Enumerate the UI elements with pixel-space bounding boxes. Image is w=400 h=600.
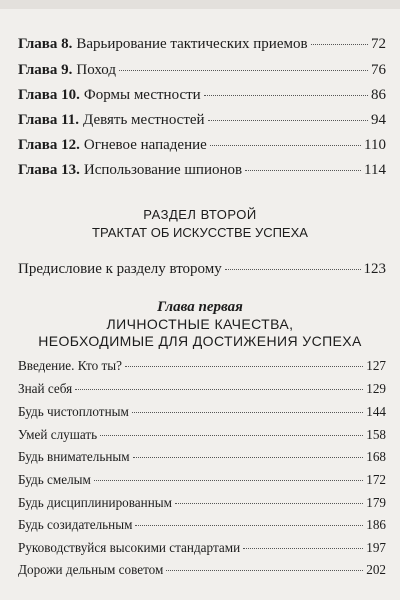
toc-entry-title: Будь чистоплотным [18,404,129,419]
toc-entry-label: Глава 11. [18,112,80,128]
toc-entry[interactable] [18,562,386,578]
dot-leader [125,366,363,367]
previous-page-edge [0,0,400,9]
toc-entry[interactable] [18,358,386,374]
toc-entry-title: Будь созидательным [18,517,133,532]
toc-entry-page: 202 [366,562,386,577]
toc-entry-title: Девять местностей [83,112,205,128]
toc-entry-label: Глава 10. [18,87,80,103]
dot-leader [245,170,361,171]
toc-entry-page: 158 [366,427,386,442]
toc-entry-page: 94 [371,112,386,128]
toc-entry-title: Введение. Кто ты? [18,358,122,373]
toc-entry[interactable] [18,495,386,511]
toc-entry[interactable] [18,404,386,420]
toc-entry-label: Глава 13. [18,162,80,178]
preface-entry[interactable] [18,261,386,278]
dot-leader [133,457,364,458]
section-heading: РАЗДЕЛ ВТОРОЙ [143,207,257,222]
toc-entry-title: Знай себя [18,381,73,396]
toc-entry-page: 127 [366,358,386,373]
dot-leader [119,70,368,71]
toc-entry[interactable] [18,36,386,53]
toc-entry-page: 110 [364,137,386,153]
toc-entry-title: Варьирование тактических приемов [76,36,308,52]
toc-entry-page: 172 [366,472,386,487]
toc-entry-label: Глава 9. [18,62,73,78]
toc-entry-page: 168 [366,449,386,464]
toc-entry-label: Глава 12. [18,137,80,153]
toc-entry-page: 186 [366,517,386,532]
toc-entry-title: Будь дисциплинированным [18,495,172,510]
chapter-label: Глава первая [157,299,243,315]
treatise-title: ТРАКТАТ ОБ ИСКУССТВЕ УСПЕХА [92,225,308,240]
toc-entry-label: Глава 8. [18,36,73,52]
toc-entry-title: Умей слушать [18,427,98,442]
toc-entry[interactable] [18,62,386,79]
dot-leader [135,525,363,526]
toc-entry-page: 114 [364,162,386,178]
toc-entry-title: Руководствуйся высокими стандартами [18,540,241,555]
toc-entry[interactable] [18,137,386,154]
dot-leader [243,548,363,549]
toc-entry-page: 144 [366,404,386,419]
dot-leader [75,389,363,390]
toc-entry-title: Формы местности [83,87,201,103]
dot-leader [94,480,363,481]
toc-entry[interactable] [18,381,386,397]
toc-entry-page: 72 [371,36,386,52]
toc-entry[interactable] [18,427,386,443]
dot-leader [210,145,361,146]
toc-entry-page: 123 [363,261,386,277]
toc-entry-title: Огневое нападение [83,137,207,153]
toc-entry[interactable] [18,472,386,488]
toc-entry[interactable] [18,112,386,129]
dot-leader [175,503,363,504]
toc-entry[interactable] [18,449,386,465]
toc-entry-title: Будь смелым [18,472,91,487]
toc-entry[interactable] [18,162,386,179]
toc-entry-page: 129 [366,381,386,396]
dot-leader [166,570,363,571]
toc-entry-title: Предисловие к разделу второму [18,261,222,277]
toc-entry-title: Будь внимательным [18,449,130,464]
dot-leader [204,95,368,96]
dot-leader [225,269,361,270]
toc-entry-title: Использование шпионов [83,162,243,178]
toc-entry-title: Дорожи дельным советом [18,562,164,577]
dot-leader [311,44,368,45]
toc-entry-page: 179 [366,495,386,510]
dot-leader [208,120,368,121]
dot-leader [100,435,363,436]
toc-entry-page: 86 [371,87,386,103]
toc-entry[interactable] [18,517,386,533]
dot-leader [132,412,363,413]
toc-entry-page: 76 [371,62,386,78]
chapter-heading-line2: НЕОБХОДИМЫЕ ДЛЯ ДОСТИЖЕНИЯ УСПЕХА [38,333,362,349]
chapter-heading-line1: ЛИЧНОСТНЫЕ КАЧЕСТВА, [106,316,294,332]
toc-entry[interactable] [18,87,386,104]
toc-entry-page: 197 [366,540,386,555]
toc-entry[interactable] [18,540,386,556]
toc-entry-title: Поход [76,62,116,78]
